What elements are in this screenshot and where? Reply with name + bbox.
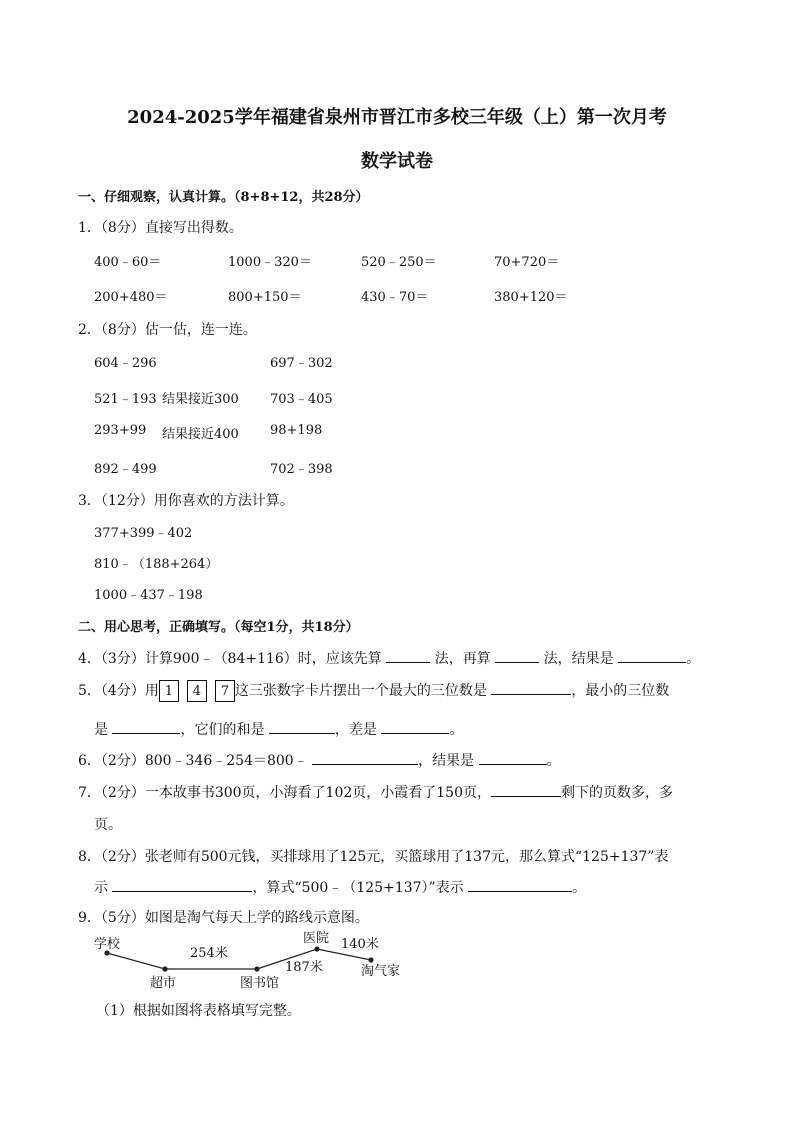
- question-6: [78, 750, 561, 770]
- q4-blank-1[interactable]: [386, 648, 430, 663]
- q8-blank-1[interactable]: [112, 877, 252, 892]
- question-4: [78, 648, 700, 668]
- q1-item: 430﹣70＝: [361, 290, 429, 305]
- number-card: 7: [215, 680, 235, 702]
- question-9-part-1: （1）根据如图将表格填写完整。: [96, 1003, 301, 1019]
- number-card: 1: [159, 680, 179, 702]
- q2-target-400: 结果接近400: [162, 427, 239, 442]
- question-3-stem: 3．（12分）用你喜欢的方法计算。: [78, 493, 294, 509]
- q5-blank-min[interactable]: [112, 719, 180, 734]
- q5-text: 。: [449, 722, 464, 738]
- hospital-label: 医院: [303, 931, 330, 946]
- library-point: [254, 966, 259, 971]
- q8-text: 示: [94, 880, 108, 896]
- exam-title: 2024-2025学年福建省泉州市晋江市多校三年级（上）第一次月考: [127, 107, 667, 128]
- question-5-line-1: [78, 680, 669, 702]
- q4-text: 。: [686, 651, 701, 667]
- q6-text: 。: [546, 753, 561, 769]
- q2-right-expr: 98+198: [270, 423, 323, 438]
- q5-text: 5．（4分）用: [78, 683, 159, 699]
- q2-left-expr: 293+99: [94, 423, 147, 438]
- q2-right-expr: 702﹣398: [270, 462, 333, 477]
- q6-text: ，结果是: [418, 753, 475, 769]
- number-card: 4: [187, 680, 207, 702]
- q1-item: 400﹣60＝: [94, 255, 162, 270]
- route-line: [107, 949, 371, 969]
- section-2-heading: 二、用心思考，正确填写。（每空1分，共18分）: [78, 620, 359, 635]
- q5-text: 是: [94, 722, 108, 738]
- q5-blank-diff[interactable]: [381, 719, 449, 734]
- q2-right-expr: 703﹣405: [270, 392, 333, 407]
- q2-right-expr: 697﹣302: [270, 356, 333, 371]
- q6-blank-2[interactable]: [479, 750, 547, 765]
- school-label: 学校: [94, 937, 121, 952]
- q3-item: 1000﹣437﹣198: [94, 588, 203, 603]
- home-point: [368, 957, 373, 962]
- q3-item: 810﹣（188+264）: [94, 557, 219, 572]
- q5-text: ，它们的和是: [180, 722, 265, 738]
- hospital-point: [314, 946, 319, 951]
- q7-text: 剩下的页数多，多: [560, 785, 673, 801]
- route-map: [0, 925, 794, 995]
- exam-subtitle: 数学试卷: [361, 151, 433, 172]
- supermarket-label: 超市: [150, 976, 177, 991]
- q2-left-expr: 521﹣193: [94, 392, 157, 407]
- home-label: 淘气家: [361, 964, 401, 979]
- q8-blank-2[interactable]: [468, 877, 572, 892]
- q4-blank-2[interactable]: [495, 648, 539, 663]
- q4-text: 法，再算: [434, 651, 491, 667]
- section-1-heading: 一、仔细观察，认真计算。（8+8+12，共28分）: [78, 190, 369, 205]
- q4-text: 法，结果是: [543, 651, 614, 667]
- q1-item: 70+720＝: [494, 255, 560, 270]
- supermarket-point: [162, 966, 167, 971]
- q7-text: 7．（2分）一本故事书300页，小海看了102页，小霞看了150页，: [78, 785, 491, 801]
- question-5-line-2: [94, 719, 463, 739]
- q5-blank-sum[interactable]: [269, 719, 335, 734]
- question-8-line-2: [94, 877, 586, 897]
- q5-text: ，差是: [334, 722, 377, 738]
- q8-text: ，算式“500﹣（125+137）”表示: [252, 880, 464, 896]
- q4-blank-3[interactable]: [618, 648, 686, 663]
- distance-label: 187米: [285, 960, 323, 975]
- q8-text: 。: [572, 880, 587, 896]
- question-8-line-1: 8．（2分）张老师有500元钱，买排球用了125元，买篮球用了137元，那么算式“125+137”表: [78, 849, 669, 865]
- distance-label: 140米: [341, 937, 379, 952]
- q1-item: 1000﹣320＝: [228, 255, 312, 270]
- q6-text: 6．（2分）800﹣346﹣254＝800﹣: [78, 753, 308, 769]
- question-9-stem: 9．（5分）如图是淘气每天上学的路线示意图。: [78, 910, 369, 926]
- q1-item: 380+120＝: [494, 290, 568, 305]
- q6-blank-1[interactable]: [312, 750, 418, 765]
- q5-blank-max[interactable]: [491, 680, 571, 695]
- question-7-line-2: 页。: [94, 817, 122, 833]
- question-2-stem: 2．（8分）估一估，连一连。: [78, 322, 257, 338]
- library-label: 图书馆: [240, 976, 280, 991]
- distance-label: 254米: [190, 946, 228, 961]
- question-7-line-1: [78, 782, 673, 802]
- question-1-stem: 1．（8分）直接写出得数。: [78, 220, 243, 236]
- q1-item: 520﹣250＝: [361, 255, 437, 270]
- q7-blank-who[interactable]: [491, 782, 561, 797]
- q4-text: 4．（3分）计算900﹣（84+116）时，应该先算: [78, 651, 382, 667]
- q2-left-expr: 892﹣499: [94, 462, 157, 477]
- q3-item: 377+399﹣402: [94, 526, 193, 541]
- q5-text: 这三张数字卡片摆出一个最大的三位数是: [234, 683, 487, 699]
- q5-text: ，最小的三位数: [571, 683, 670, 699]
- q2-left-expr: 604﹣296: [94, 356, 157, 371]
- q1-item: 200+480＝: [94, 290, 168, 305]
- q1-item: 800+150＝: [228, 290, 302, 305]
- q2-target-300: 结果接近300: [162, 392, 239, 407]
